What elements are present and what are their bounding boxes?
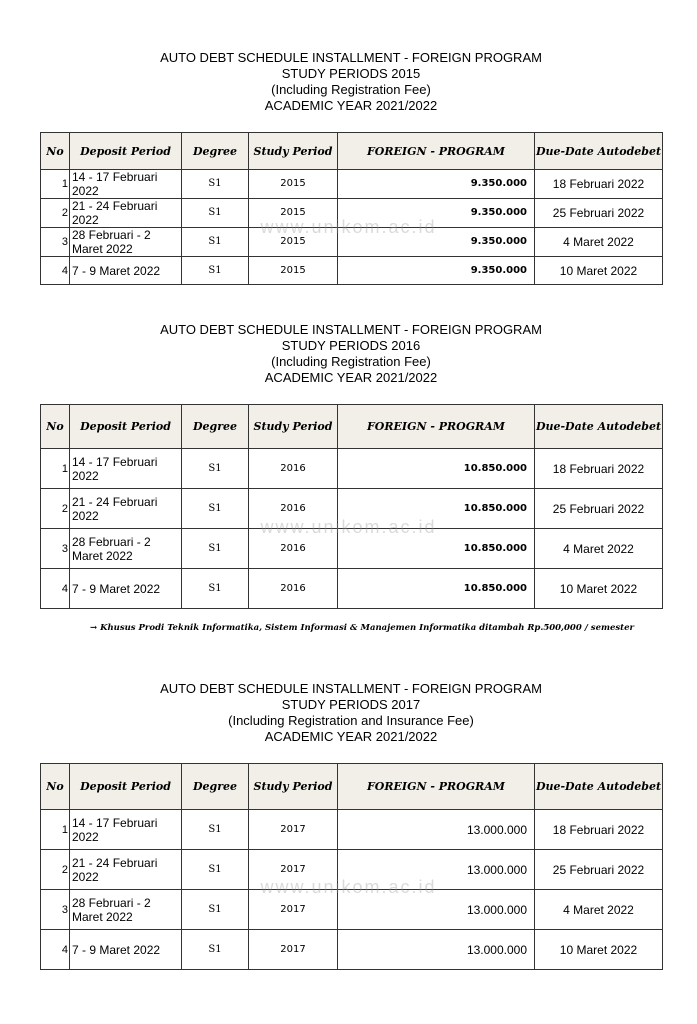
col-header-no: No (41, 764, 70, 810)
cell-degree: S1 (182, 170, 249, 199)
table-row (41, 850, 663, 890)
watermark: www.unikom.ac.id (260, 217, 437, 237)
cell-study-period: 2015 (249, 170, 338, 199)
cell-due-date: 10 Maret 2022 (535, 569, 663, 609)
table-row (41, 810, 663, 850)
cell-due-date: 4 Maret 2022 (535, 228, 663, 257)
cell-due-date: 25 Februari 2022 (535, 199, 663, 228)
cell-due-date: 4 Maret 2022 (535, 890, 663, 930)
table-row (41, 489, 663, 529)
schedule-section-2017 (40, 681, 662, 970)
cell-due-date: 25 Februari 2022 (535, 489, 663, 529)
col-header-degree: Degree (182, 405, 249, 449)
cell-amount: 13.000.000 (338, 930, 535, 970)
cell-degree: S1 (182, 199, 249, 228)
cell-degree: S1 (182, 890, 249, 930)
heading-title: AUTO DEBT SCHEDULE INSTALLMENT - FOREIGN PROGRAM (160, 322, 542, 337)
cell-amount: 10.850.000 (338, 529, 535, 569)
col-header-study-period: Study Period (249, 133, 338, 170)
schedule-table (40, 763, 663, 970)
col-header-deposit-period: Deposit Period (70, 764, 182, 810)
cell-amount: 13.000.000 (338, 850, 535, 890)
cell-study-period: 2016 (249, 569, 338, 609)
heading-study-period: STUDY PERIODS 2016 (281, 338, 421, 353)
cell-deposit-period: 7 - 9 Maret 2022 (70, 569, 182, 609)
footnote: → Khusus Prodi Teknik Informatika, Sistem Informasi & Manajemen Informatika ditambah Rp.500,000 / semester (90, 623, 634, 633)
heading-fee-note: (Including Registration Fee) (271, 82, 431, 97)
col-header-due-date: Due-Date Autodebet (535, 133, 663, 170)
section-heading (40, 50, 662, 132)
cell-degree: S1 (182, 489, 249, 529)
cell-no: 4 (41, 257, 70, 285)
table-row (41, 890, 663, 930)
cell-due-date: 10 Maret 2022 (535, 257, 663, 285)
cell-no: 3 (41, 228, 70, 257)
heading-academic-year: ACADEMIC YEAR 2021/2022 (264, 98, 438, 113)
cell-no: 2 (41, 489, 70, 529)
table-row (41, 170, 663, 199)
watermark: www.unikom.ac.id (260, 877, 437, 897)
cell-study-period: 2017 (249, 890, 338, 930)
cell-due-date: 25 Februari 2022 (535, 850, 663, 890)
cell-amount: 10.850.000 (338, 569, 535, 609)
cell-degree: S1 (182, 569, 249, 609)
heading-academic-year: ACADEMIC YEAR 2021/2022 (264, 370, 438, 385)
heading-title: AUTO DEBT SCHEDULE INSTALLMENT - FOREIGN PROGRAM (160, 681, 542, 696)
cell-no: 1 (41, 810, 70, 850)
heading-study-period: STUDY PERIODS 2017 (281, 697, 421, 712)
cell-amount: 10.850.000 (338, 449, 535, 489)
cell-study-period: 2016 (249, 529, 338, 569)
heading-study-period: STUDY PERIODS 2015 (281, 66, 421, 81)
cell-deposit-period: 7 - 9 Maret 2022 (70, 257, 182, 285)
cell-study-period: 2017 (249, 930, 338, 970)
cell-degree: S1 (182, 449, 249, 489)
heading-title: AUTO DEBT SCHEDULE INSTALLMENT - FOREIGN PROGRAM (160, 50, 542, 65)
section-heading (40, 322, 662, 404)
cell-no: 2 (41, 850, 70, 890)
schedule-table (40, 132, 663, 285)
cell-deposit-period: 28 Februari - 2 Maret 2022 (70, 890, 182, 930)
table-row (41, 449, 663, 489)
cell-study-period: 2015 (249, 228, 338, 257)
cell-degree: S1 (182, 529, 249, 569)
table-row (41, 569, 663, 609)
cell-due-date: 10 Maret 2022 (535, 930, 663, 970)
cell-due-date: 18 Februari 2022 (535, 449, 663, 489)
table-row (41, 257, 663, 285)
cell-study-period: 2015 (249, 199, 338, 228)
cell-study-period: 2016 (249, 489, 338, 529)
cell-degree: S1 (182, 257, 249, 285)
cell-study-period: 2017 (249, 850, 338, 890)
cell-due-date: 4 Maret 2022 (535, 529, 663, 569)
section-heading (40, 681, 662, 763)
heading-fee-note: (Including Registration and Insurance Fee) (228, 713, 474, 728)
table-row (41, 228, 663, 257)
col-header-study-period: Study Period (249, 405, 338, 449)
cell-amount: 9.350.000 (338, 199, 535, 228)
cell-amount: 10.850.000 (338, 489, 535, 529)
cell-no: 1 (41, 449, 70, 489)
table-row (41, 199, 663, 228)
col-header-program: FOREIGN - PROGRAM (338, 133, 535, 170)
cell-no: 3 (41, 529, 70, 569)
cell-amount: 13.000.000 (338, 810, 535, 850)
cell-degree: S1 (182, 228, 249, 257)
cell-amount: 13.000.000 (338, 890, 535, 930)
cell-amount: 9.350.000 (338, 170, 535, 199)
schedule-table (40, 404, 663, 609)
schedule-section-2016 (40, 322, 662, 609)
col-header-degree: Degree (182, 133, 249, 170)
heading-academic-year: ACADEMIC YEAR 2021/2022 (264, 729, 438, 744)
col-header-deposit-period: Deposit Period (70, 133, 182, 170)
cell-deposit-period: 21 - 24 Februari 2022 (70, 199, 182, 228)
col-header-deposit-period: Deposit Period (70, 405, 182, 449)
col-header-no: No (41, 405, 70, 449)
cell-no: 3 (41, 890, 70, 930)
heading-fee-note: (Including Registration Fee) (271, 354, 431, 369)
col-header-study-period: Study Period (249, 764, 338, 810)
col-header-degree: Degree (182, 764, 249, 810)
col-header-program: FOREIGN - PROGRAM (338, 405, 535, 449)
cell-deposit-period: 28 Februari - 2 Maret 2022 (70, 529, 182, 569)
cell-due-date: 18 Februari 2022 (535, 170, 663, 199)
cell-deposit-period: 14 - 17 Februari 2022 (70, 810, 182, 850)
cell-no: 4 (41, 569, 70, 609)
cell-amount: 9.350.000 (338, 257, 535, 285)
cell-study-period: 2015 (249, 257, 338, 285)
watermark: www.unikom.ac.id (260, 517, 437, 537)
col-header-due-date: Due-Date Autodebet (535, 764, 663, 810)
col-header-no: No (41, 133, 70, 170)
cell-study-period: 2016 (249, 449, 338, 489)
cell-amount: 9.350.000 (338, 228, 535, 257)
cell-no: 2 (41, 199, 70, 228)
col-header-program: FOREIGN - PROGRAM (338, 764, 535, 810)
cell-degree: S1 (182, 930, 249, 970)
cell-no: 1 (41, 170, 70, 199)
cell-deposit-period: 28 Februari - 2 Maret 2022 (70, 228, 182, 257)
cell-deposit-period: 14 - 17 Februari 2022 (70, 170, 182, 199)
table-row (41, 930, 663, 970)
table-row (41, 529, 663, 569)
schedule-section-2015 (40, 50, 662, 285)
cell-deposit-period: 7 - 9 Maret 2022 (70, 930, 182, 970)
col-header-due-date: Due-Date Autodebet (535, 405, 663, 449)
cell-study-period: 2017 (249, 810, 338, 850)
cell-deposit-period: 21 - 24 Februari 2022 (70, 850, 182, 890)
cell-deposit-period: 21 - 24 Februari 2022 (70, 489, 182, 529)
cell-deposit-period: 14 - 17 Februari 2022 (70, 449, 182, 489)
cell-due-date: 18 Februari 2022 (535, 810, 663, 850)
cell-degree: S1 (182, 850, 249, 890)
cell-no: 4 (41, 930, 70, 970)
cell-degree: S1 (182, 810, 249, 850)
